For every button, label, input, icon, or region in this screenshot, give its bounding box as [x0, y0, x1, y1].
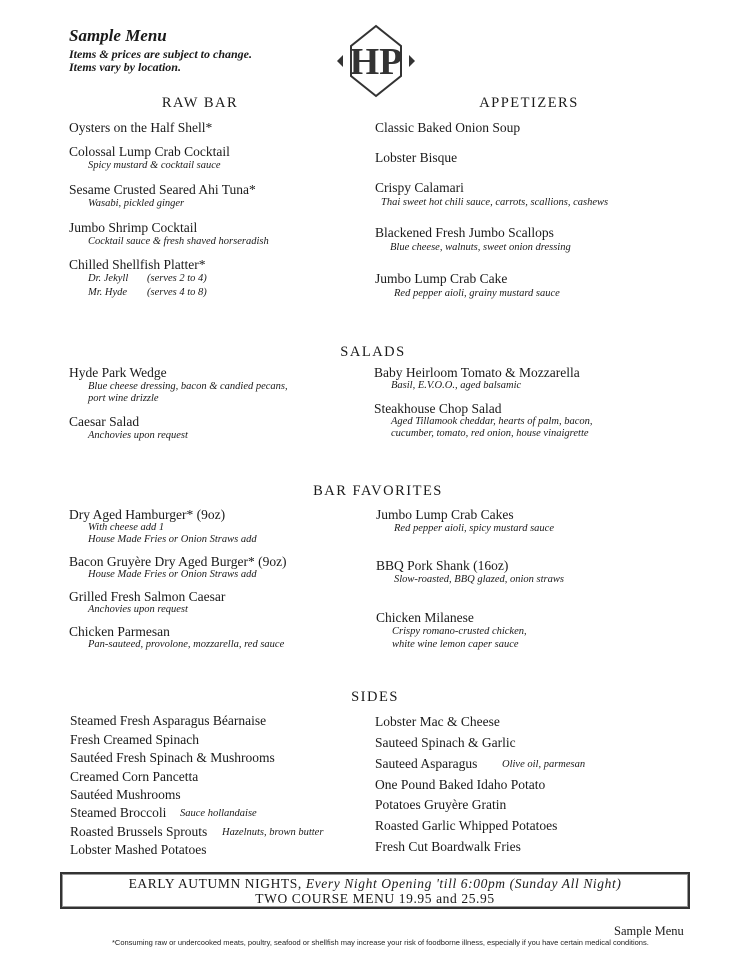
- side-item: Potatoes Gruyère Gratin: [375, 797, 507, 812]
- item-desc: Aged Tillamook cheddar, hearts of palm, bacon,: [391, 416, 593, 427]
- menu-item: BBQ Pork Shank (16oz): [376, 558, 509, 573]
- item-option-note: (serves 2 to 4): [147, 273, 207, 284]
- item-desc: Pan-sauteed, provolone, mozzarella, red sauce: [88, 639, 285, 650]
- promo-line-2: TWO COURSE MENU 19.95 and 25.95: [255, 891, 495, 906]
- side-item: Steamed Broccoli: [70, 805, 167, 820]
- menu-item: Jumbo Lump Crab Cake: [375, 271, 508, 286]
- side-item: Fresh Cut Boardwalk Fries: [375, 839, 521, 854]
- item-desc: Cocktail sauce & fresh shaved horseradish: [88, 236, 269, 247]
- menu-item: Classic Baked Onion Soup: [375, 120, 521, 135]
- menu-note: Items & prices are subject to change.: [69, 47, 252, 61]
- item-desc: Red pepper aioli, spicy mustard sauce: [394, 523, 554, 534]
- side-item: Sauteed Spinach & Garlic: [375, 735, 516, 750]
- promo-title: EARLY AUTUMN NIGHTS,: [128, 876, 302, 891]
- menu-item: Bacon Gruyère Dry Aged Burger* (9oz): [69, 554, 287, 569]
- menu-item: Oysters on the Half Shell*: [69, 120, 213, 135]
- promo-box: [60, 872, 690, 909]
- promo-subtitle: Every Night Opening 'till 6:00pm (Sunday All Night): [305, 876, 622, 891]
- item-desc: Thai sweet hot chili sauce, carrots, scallions, cashews: [381, 197, 609, 208]
- side-item: Roasted Garlic Whipped Potatoes: [375, 818, 558, 833]
- promo-line-1: [62, 876, 688, 892]
- side-item: Lobster Mac & Cheese: [375, 714, 500, 729]
- menu-note: Items vary by location.: [69, 60, 181, 74]
- item-desc: Anchovies upon request: [88, 604, 188, 615]
- item-desc: cucumber, tomato, red onion, house vinaigrette: [391, 428, 589, 439]
- menu-title: Sample Menu: [69, 26, 167, 45]
- section-heading-sides: SIDES: [351, 689, 399, 705]
- side-item: Fresh Creamed Spinach: [70, 732, 199, 747]
- side-item: Roasted Brussels Sprouts: [70, 824, 208, 839]
- section-heading-bar-favorites: BAR FAVORITES: [313, 483, 443, 499]
- item-desc: Basil, E.V.O.O., aged balsamic: [391, 380, 522, 391]
- side-item: Creamed Corn Pancetta: [70, 769, 199, 784]
- footer-label: Sample Menu: [614, 924, 684, 938]
- item-option-note: (serves 4 to 8): [147, 287, 207, 298]
- svg-text:HP: HP: [349, 41, 403, 83]
- section-heading-appetizers: APPETIZERS: [479, 95, 579, 111]
- side-item: One Pound Baked Idaho Potato: [375, 777, 546, 792]
- item-option: Dr. Jekyll: [88, 273, 129, 284]
- item-option: Mr. Hyde: [88, 287, 128, 298]
- item-desc: House Made Fries or Onion Straws add: [88, 569, 257, 580]
- menu-item: Baby Heirloom Tomato & Mozzarella: [374, 365, 580, 380]
- menu-item: Hyde Park Wedge: [69, 365, 167, 380]
- item-desc: Spicy mustard & cocktail sauce: [88, 160, 221, 171]
- item-desc: Slow-roasted, BBQ glazed, onion straws: [394, 574, 564, 585]
- side-item: Sautéed Mushrooms: [70, 787, 181, 802]
- hp-logo: [335, 24, 417, 98]
- menu-item: Steakhouse Chop Salad: [374, 401, 502, 416]
- menu-item: Grilled Fresh Salmon Caesar: [69, 589, 226, 604]
- item-desc: Blue cheese, walnuts, sweet onion dressing: [390, 242, 571, 253]
- item-desc: Olive oil, parmesan: [502, 759, 586, 770]
- item-desc: Sauce hollandaise: [180, 808, 257, 819]
- menu-item: Sesame Crusted Seared Ahi Tuna*: [69, 182, 256, 197]
- menu-item: Blackened Fresh Jumbo Scallops: [375, 225, 554, 240]
- disclaimer: *Consuming raw or undercooked meats, poultry, seafood or shellfish may increase your risk of foodborne illness, especially if you have certain medical conditions.: [112, 938, 649, 947]
- menu-item: Crispy Calamari: [375, 180, 464, 195]
- menu-item: Chicken Milanese: [376, 610, 474, 625]
- menu-item: Caesar Salad: [69, 414, 140, 429]
- section-heading-salads: SALADS: [340, 344, 406, 360]
- menu-item: Lobster Bisque: [375, 150, 458, 165]
- side-item: Sautéed Fresh Spinach & Mushrooms: [70, 750, 275, 765]
- item-desc: Crispy romano-crusted chicken,: [392, 626, 527, 637]
- item-desc: Anchovies upon request: [88, 430, 188, 441]
- item-desc: port wine drizzle: [88, 393, 159, 404]
- item-desc: With cheese add 1: [88, 522, 165, 533]
- menu-item: Chicken Parmesan: [69, 624, 170, 639]
- menu-item: Chilled Shellfish Platter*: [69, 257, 206, 272]
- item-desc: House Made Fries or Onion Straws add: [88, 534, 257, 545]
- item-desc: white wine lemon caper sauce: [392, 639, 519, 650]
- menu-item: Jumbo Shrimp Cocktail: [69, 220, 198, 235]
- menu-item: Dry Aged Hamburger* (9oz): [69, 507, 226, 522]
- side-item: Steamed Fresh Asparagus Béarnaise: [70, 713, 267, 728]
- item-desc: Wasabi, pickled ginger: [88, 198, 185, 209]
- side-item: Lobster Mashed Potatoes: [70, 842, 207, 857]
- section-heading-raw-bar: RAW BAR: [161, 95, 239, 111]
- side-item: Sauteed Asparagus: [375, 756, 478, 771]
- item-desc: Red pepper aioli, grainy mustard sauce: [394, 288, 560, 299]
- item-desc: Hazelnuts, brown butter: [222, 827, 324, 838]
- menu-item: Jumbo Lump Crab Cakes: [376, 507, 514, 522]
- item-desc: Blue cheese dressing, bacon & candied pecans,: [88, 381, 288, 392]
- menu-item: Colossal Lump Crab Cocktail: [69, 144, 230, 159]
